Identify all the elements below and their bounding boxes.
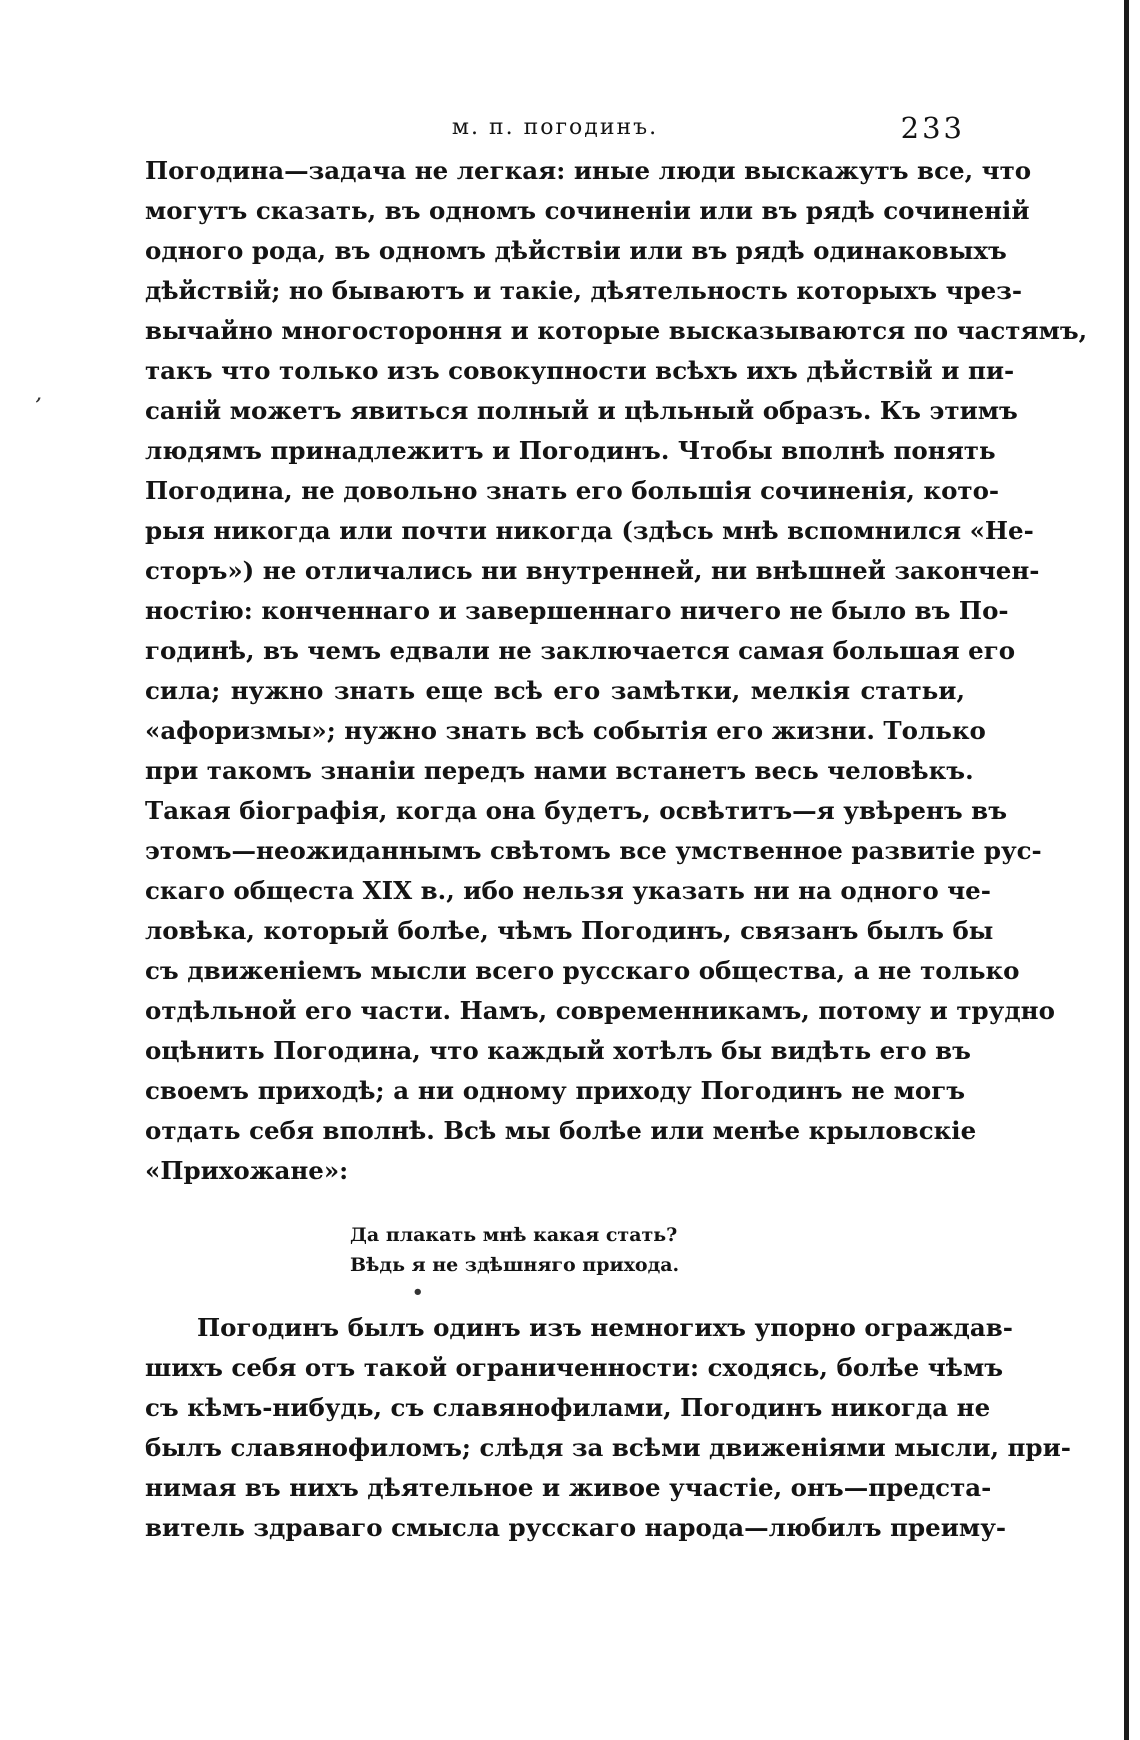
text-line: шихъ себя отъ такой ограниченности: сходясь, болѣе чѣмъ	[145, 1353, 1004, 1382]
page-header	[145, 108, 965, 148]
text-line: дѣйствiй; но бываютъ и такiе, дѣятельность которыхъ чрез-	[145, 276, 1023, 305]
text-line: ностiю: конченнаго и завершеннаго ничего не было въ По-	[145, 596, 1009, 625]
text-line: оцѣнить Погодина, что каждый хотѣлъ бы видѣть его въ	[145, 1036, 971, 1065]
text-line: витель здраваго смысла русскаго народа—любилъ преиму-	[145, 1513, 1007, 1542]
paragraph-1	[145, 151, 1088, 1191]
ink-speck: •	[412, 1282, 424, 1303]
text-line: сила; нужно знать еще всѣ его замѣтки, мелкiя статьи,	[145, 676, 965, 705]
text-line: Погодина, не довольно знать его большiя сочиненiя, кото-	[145, 476, 1000, 505]
text-line: своемъ приходѣ; а ни одному приходу Погодинъ не могъ	[145, 1076, 965, 1105]
text-line: такъ что только изъ совокупности всѣхъ ихъ дѣйствiй и пи-	[145, 356, 1015, 385]
text-line: годинѣ, въ чемъ едвали не заключается самая большая его	[145, 636, 1016, 665]
text-line: санiй можетъ явиться полный и цѣльный образъ. Къ этимъ	[145, 396, 1018, 425]
text-line: отдѣльной его части. Намъ, современникамъ, потому и трудно	[145, 996, 1055, 1025]
running-head: м. п. погодинъ.	[451, 115, 659, 140]
text-line: ловѣка, который болѣе, чѣмъ Погодинъ, связанъ былъ бы	[145, 916, 994, 945]
text-line: при такомъ знанiи передъ нами встанетъ весь человѣкъ.	[145, 756, 974, 785]
margin-mark: ,	[36, 385, 42, 404]
text-line: людямъ принадлежитъ и Погодинъ. Чтобы вполнѣ понять	[145, 436, 996, 465]
text-line: Такая бiографiя, когда она будетъ, освѣтитъ—я увѣренъ въ	[145, 796, 1007, 825]
text-line: могутъ сказать, въ одномъ сочиненiи или въ рядѣ сочиненiй	[145, 196, 1030, 225]
text-line: нимая въ нихъ дѣятельное и живое участiе, онъ—предста-	[145, 1473, 992, 1502]
verse-quote	[350, 1220, 750, 1280]
text-line: одного рода, въ одномъ дѣйствiи или въ рядѣ одинаковыхъ	[145, 236, 1007, 265]
page-number: 233	[900, 111, 965, 145]
text-line: съ кѣмъ-нибудь, съ славянофилами, Погодинъ никогда не	[145, 1393, 991, 1422]
text-line: Погодина—задача не легкая: иные люди выскажутъ все, что	[145, 156, 1032, 185]
text-line: сторъ») не отличались ни внутренней, ни внѣшней закончен-	[145, 556, 1040, 585]
text-line: отдать себя вполнѣ. Всѣ мы болѣе или менѣе крыловскiе	[145, 1116, 977, 1145]
text-line: рыя никогда или почти никогда (здѣсь мнѣ вспомнился «Не-	[145, 516, 1034, 545]
text-line: этомъ—неожиданнымъ свѣтомъ все умственное развитiе рус-	[145, 836, 1042, 865]
text-line: Погодинъ былъ одинъ изъ немногихъ упорно ограждав-	[197, 1313, 1013, 1342]
text-line: «афоризмы»; нужно знать всѣ событiя его жизни. Только	[145, 716, 986, 745]
text-line: «Прихожане»:	[145, 1156, 349, 1185]
paragraph-2	[145, 1308, 1071, 1548]
page-edge-rule	[1124, 0, 1129, 1740]
text-line: съ движенiемъ мысли всего русскаго общества, а не только	[145, 956, 1020, 985]
text-line: скаго общеста XIX в., ибо нельзя указать ни на одного че-	[145, 876, 991, 905]
text-line: вычайно многостороння и которые высказываются по частямъ,	[145, 316, 1088, 345]
verse-line: Вѣдь я не здѣшняго прихода.	[350, 1254, 680, 1276]
text-line: былъ славянофиломъ; слѣдя за всѣми движенiями мысли, при-	[145, 1433, 1071, 1462]
verse-line: Да плакать мнѣ какая стать?	[350, 1224, 678, 1246]
